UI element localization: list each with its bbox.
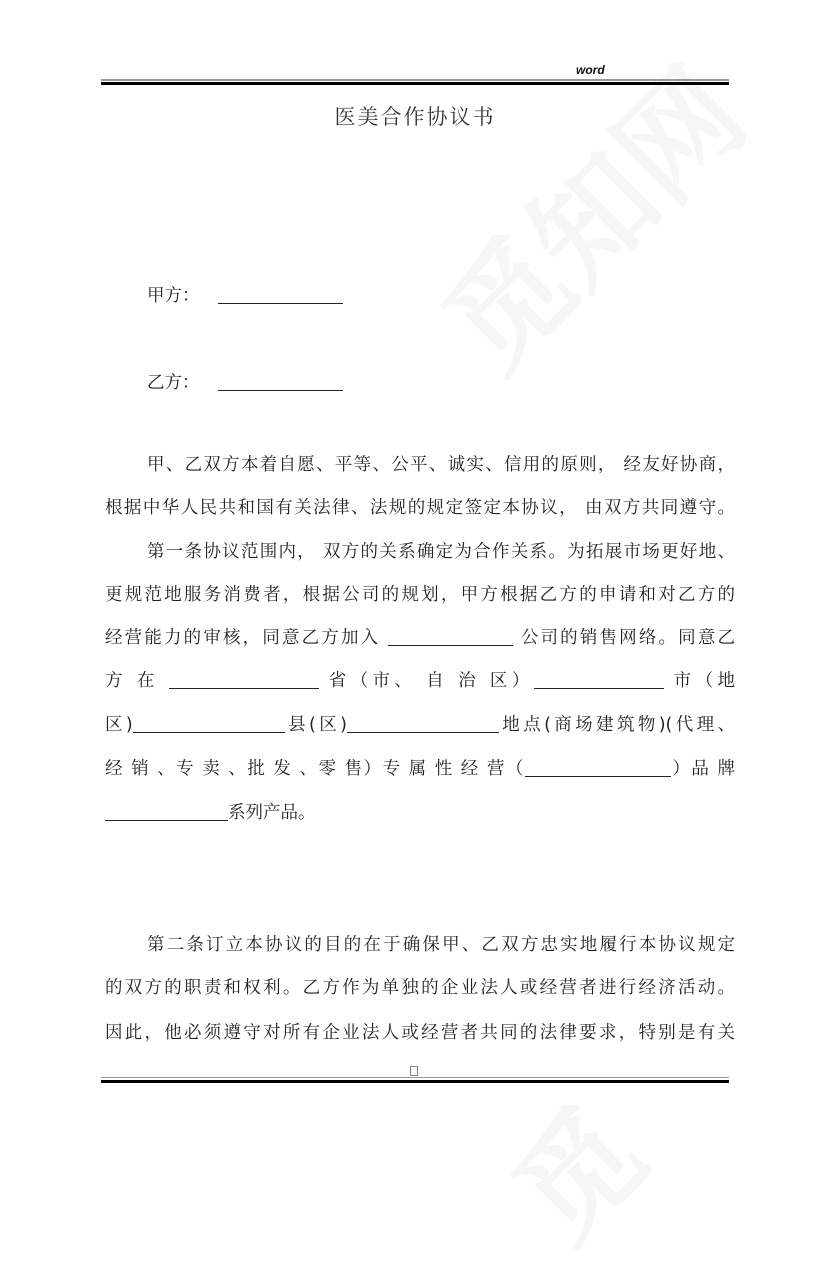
intro-line: 根据中华人民共和国有关法律、法规的规定签定本协议， 由双方共同遵守。 bbox=[105, 498, 735, 518]
text: 经营能力的审核，同意乙方加入 bbox=[105, 628, 381, 648]
province-blank[interactable] bbox=[169, 670, 319, 689]
series-blank[interactable] bbox=[105, 802, 228, 821]
party-b-line bbox=[147, 371, 777, 395]
article2-line: 因此，他必须遵守对所有企业法人或经营者共同的法律要求，特别是有关 bbox=[105, 1023, 735, 1043]
party-a-label: 甲方： bbox=[147, 286, 200, 306]
text: 系列产品。 bbox=[228, 803, 316, 823]
party-b-label: 乙方： bbox=[147, 373, 200, 393]
article1-line bbox=[105, 669, 735, 693]
intro-line: 甲、乙双方本着自愿、平等、公平、诚实、信用的原则， 经友好协商， bbox=[147, 455, 735, 475]
brand-blank[interactable] bbox=[525, 758, 671, 777]
company-blank[interactable] bbox=[388, 627, 513, 646]
text: 经 销 、专 卖 、批 发 、零 售）专 属 性 经 营（ bbox=[105, 759, 525, 779]
article2-line: 的双方的职责和权利。乙方作为单独的企业法人或经营者进行经济活动。 bbox=[105, 978, 735, 998]
text: 区) bbox=[105, 715, 133, 735]
footer-rule bbox=[101, 1077, 729, 1078]
text: 县(区) bbox=[284, 715, 347, 735]
header-rule-thick bbox=[101, 82, 729, 85]
article1-line: 第一条协议范围内， 双方的关系确定为合作关系。为拓展市场更好地、 bbox=[147, 542, 735, 562]
watermark bbox=[470, 1065, 676, 1271]
article2-line: 第二条订立本协议的目的在于确保甲、乙双方忠实地履行本协议规定 bbox=[147, 935, 735, 955]
text: ）品 牌 bbox=[670, 759, 735, 779]
text: 方 在 bbox=[105, 671, 159, 691]
text: 地点(商场建筑物)(代理、 bbox=[498, 715, 736, 735]
party-b-blank[interactable] bbox=[218, 372, 343, 391]
location-blank[interactable] bbox=[347, 714, 499, 733]
party-a-line bbox=[147, 284, 777, 308]
party-a-blank[interactable] bbox=[218, 285, 343, 304]
header-label: word bbox=[576, 63, 605, 77]
header-rule bbox=[101, 79, 729, 81]
article1-line bbox=[105, 757, 735, 781]
county-blank[interactable] bbox=[133, 714, 285, 733]
city-blank[interactable] bbox=[534, 670, 664, 689]
document-title: 医美合作协议书 bbox=[334, 105, 496, 129]
article1-line: 更规范地服务消费者，根据公司的规划，甲方根据乙方的申请和对乙方的 bbox=[105, 585, 735, 605]
article1-line bbox=[105, 713, 735, 737]
page-number-marker bbox=[410, 1066, 418, 1076]
text: 省（市、 自 治 区） bbox=[328, 671, 534, 691]
footer-rule-thick bbox=[101, 1080, 729, 1083]
text: 市（地 bbox=[673, 671, 735, 691]
article1-line bbox=[105, 626, 735, 650]
text: 公司的销售网络。同意乙 bbox=[520, 628, 735, 648]
article1-line bbox=[105, 801, 735, 825]
